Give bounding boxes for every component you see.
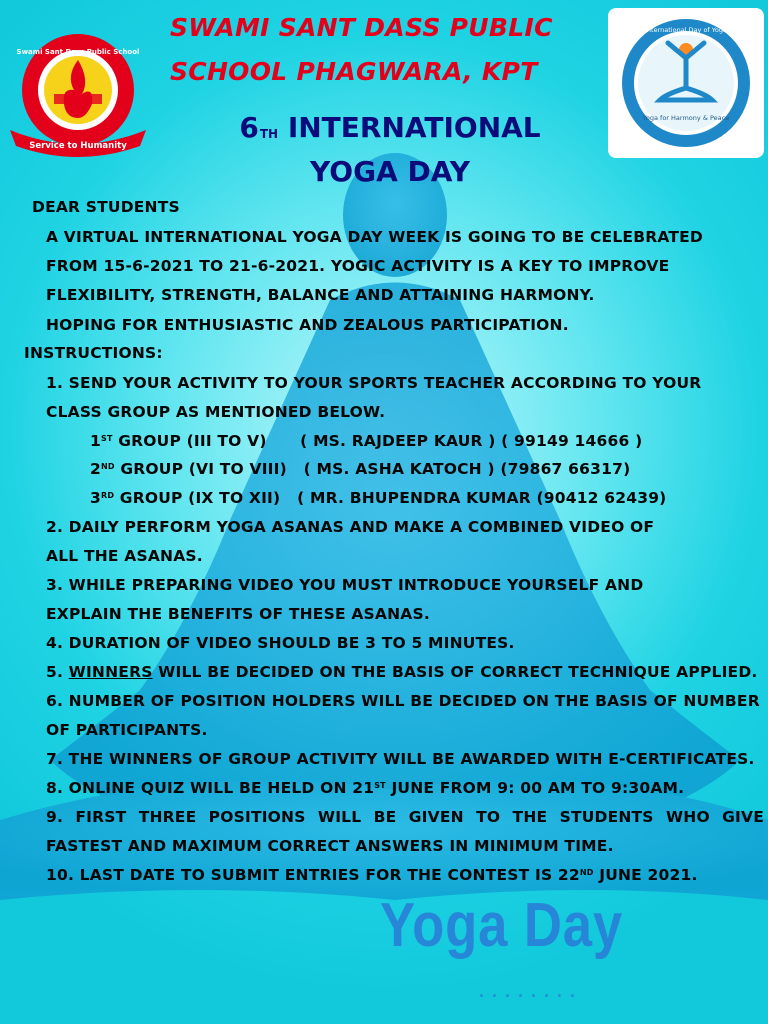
event-ordinal: 6	[239, 111, 259, 144]
group-1: 1ST GROUP (III TO V) ( MS. RAJDEEP KAUR ) ( 99149 14666 )	[90, 432, 643, 450]
school-name	[170, 6, 590, 94]
instruction-4: 4. DURATION OF VIDEO SHOULD BE 3 TO 5 MINUTES.	[46, 634, 515, 652]
instruction-9-line-2: FASTEST AND MAXIMUM CORRECT ANSWERS IN MINIMUM TIME.	[46, 837, 614, 855]
school-logo	[8, 30, 148, 160]
yoga-logo-arc-text: International Day of Yoga	[645, 26, 727, 34]
instruction-8: 8. ONLINE QUIZ WILL BE HELD ON 21ST JUNE FROM 9: 00 AM TO 9:30AM.	[46, 779, 685, 797]
school-name-line2: SCHOOL PHAGWARA, KPT	[170, 57, 538, 86]
instruction-9-line-1: 9. FIRST THREE POSITIONS WILL BE GIVEN TO THE STUDENTS WHO GIVE	[46, 808, 764, 826]
yoga-day-logo	[608, 8, 764, 158]
instruction-3-line-1: 3. WHILE PREPARING VIDEO YOU MUST INTRODUCE YOURSELF AND	[46, 576, 644, 594]
yoga-day-watermark: Yoga Day	[380, 891, 624, 960]
instruction-5: 5. WINNERS WILL BE DECIDED ON THE BASIS OF CORRECT TECHNIQUE APPLIED.	[46, 663, 758, 681]
instruction-2-line-2: ALL THE ASANAS.	[46, 547, 203, 565]
instruction-1-line-1: 1. SEND YOUR ACTIVITY TO YOUR SPORTS TEACHER ACCORDING TO YOUR	[46, 374, 702, 392]
intro-line-3: FLEXIBILITY, STRENGTH, BALANCE AND ATTAINING HARMONY.	[46, 286, 595, 304]
instruction-2-line-1: 2. DAILY PERFORM YOGA ASANAS AND MAKE A COMBINED VIDEO OF	[46, 518, 655, 536]
instruction-6-line-2: OF PARTICIPANTS.	[46, 721, 208, 739]
group-2: 2ND GROUP (VI TO VIII) ( MS. ASHA KATOCH ) (79867 66317)	[90, 460, 631, 478]
school-logo-ring-text: Swami Sant Dass Public School	[16, 48, 140, 56]
event-title-line2: YOGA DAY	[310, 155, 470, 188]
instruction-3-line-2: EXPLAIN THE BENEFITS OF THESE ASANAS.	[46, 605, 430, 623]
watermark-dots: ........	[478, 978, 582, 1003]
intro-line-2: FROM 15-6-2021 TO 21-6-2021. YOGIC ACTIVITY IS A KEY TO IMPROVE	[46, 257, 670, 275]
intro-line-1: A VIRTUAL INTERNATIONAL YOGA DAY WEEK IS GOING TO BE CELEBRATED	[46, 228, 703, 246]
event-ordinal-suffix: TH	[259, 127, 279, 141]
yoga-logo-tagline: Yoga for Harmony & Peace	[642, 114, 730, 122]
event-title-rest: INTERNATIONAL	[287, 111, 541, 144]
instruction-10: 10. LAST DATE TO SUBMIT ENTRIES FOR THE CONTEST IS 22ND JUNE 2021.	[46, 866, 698, 884]
school-name-line1: SWAMI SANT DASS PUBLIC	[170, 13, 553, 42]
instructions-heading: INSTRUCTIONS:	[24, 344, 163, 362]
instruction-1-line-2: CLASS GROUP AS MENTIONED BELOW.	[46, 403, 386, 421]
greeting: DEAR STUDENTS	[32, 198, 180, 216]
event-title	[160, 106, 620, 194]
group-3: 3RD GROUP (IX TO XII) ( MR. BHUPENDRA KUMAR (90412 62439)	[90, 489, 667, 507]
instruction-7: 7. THE WINNERS OF GROUP ACTIVITY WILL BE AWARDED WITH E-CERTIFICATES.	[46, 750, 755, 768]
intro-line-4: HOPING FOR ENTHUSIASTIC AND ZEALOUS PARTICIPATION.	[46, 316, 569, 334]
school-logo-banner: Service to Humanity	[29, 141, 127, 151]
instruction-6-line-1: 6. NUMBER OF POSITION HOLDERS WILL BE DECIDED ON THE BASIS OF NUMBER	[46, 692, 760, 710]
